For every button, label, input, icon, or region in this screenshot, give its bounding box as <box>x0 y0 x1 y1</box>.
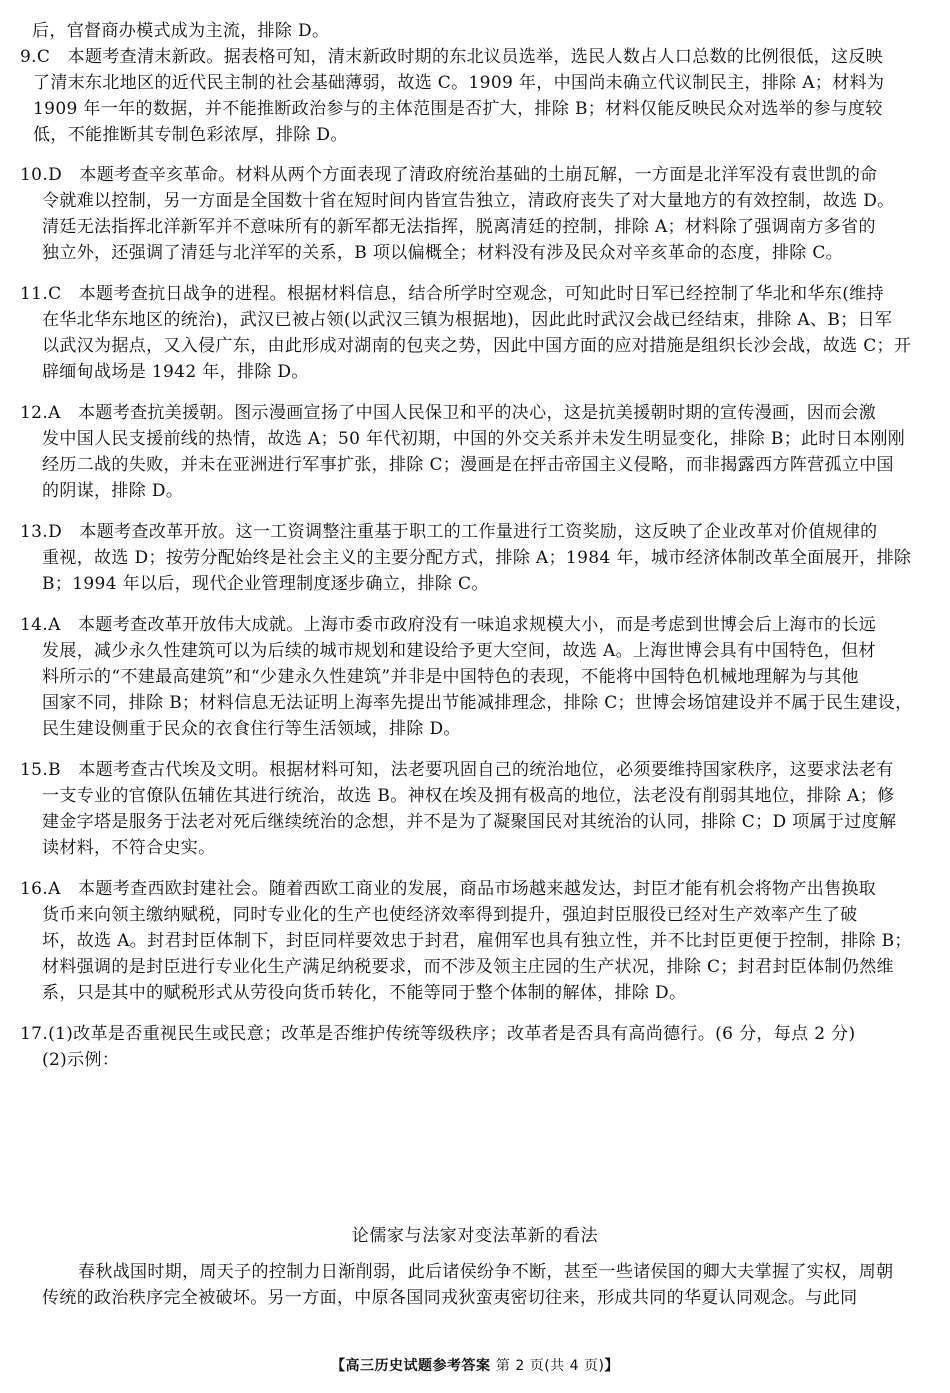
text-line: 发中国人民支援前线的热情，故选 A；50 年代初期，中国的外交关系并未发生明显变化，排除 B；此时日本刚刚 <box>42 429 906 449</box>
text-line: 10.D 本题考查辛亥革命。材料从两个方面表现了清政府统治基础的土崩瓦解，一方面是北洋军没有袁世凯的命 <box>20 165 878 185</box>
text-line: 货币来向领主缴纳赋税，同时专业化的生产也使经济效率得到提升，强迫封臣服役已经对生产效率产生了破 <box>42 905 858 925</box>
text-line: 系，只是其中的赋税形式从劳役向货币转化，不能等同于整个体制的解体，排除 D。 <box>42 983 687 1003</box>
footer-title: 【高三历史试题参考答案 <box>331 1358 491 1374</box>
text-line: 14.A 本题考查改革开放伟大成就。上海市委市政府没有一味追求规模大小，而是考虑到世博会后上海市的长远 <box>20 615 877 635</box>
text-line: 1909 年一年的数据，并不能推断政治参与的主体范围是否扩大，排除 B；材料仅能反映民众对选举的参与度较 <box>33 99 883 119</box>
text-line: 清廷无法指挥北洋新军并不意味所有的新军都无法指挥，脱离清廷的控制，排除 A；材料除了强调南方多省的 <box>42 217 876 237</box>
text-line: 建金字塔是服务于法老对死后继续统治的念想，并不是为了凝聚国民对其统治的认同，排除 C；D 项属于过度解 <box>42 812 897 832</box>
text-line: 11.C 本题考查抗日战争的进程。根据材料信息，结合所学时空观念，可知此时日军已经控制了华北和华东(维持 <box>20 284 884 304</box>
text-line: 了清末东北地区的近代民主制的社会基础薄弱，故选 C。1909 年，中国尚未确立代议制民主，排除 A；材料为 <box>33 73 885 93</box>
text-line: 13.D 本题考查改革开放。这一工资调整注重基于职工的工作量进行工资奖励，这反映了企业改革对价值规律的 <box>20 522 878 542</box>
text-line: 以武汉为据点，又入侵广东，由此形成对湖南的包夹之势，因此中国方面的应对措施是组织长沙会战，故选 C；开 <box>42 336 912 356</box>
text-line: B；1994 年以后，现代企业管理制度逐步确立，排除 C。 <box>42 574 489 594</box>
text-line: 辟缅甸战场是 1942 年，排除 D。 <box>42 362 309 382</box>
text-line: 料所示的“不建最高建筑”和“少建永久性建筑”并非是中国特色的表现，不能将中国特色机械地理解为与其他 <box>42 667 859 687</box>
text-line: 9.C 本题考查清末新政。据表格可知，清末新政时期的东北议员选举，选民人数占人口总数的比例很低，这反映 <box>20 47 884 67</box>
text-line: 低，不能推断其专制色彩浓厚，排除 D。 <box>33 125 348 145</box>
text-line: 重视，故选 D；按劳分配始终是社会主义的主要分配方式，排除 A；1984 年，城市经济体制改革全面展开，排除 <box>42 548 912 568</box>
text-line: 一支专业的官僚队伍辅佐其进行统治，故选 B。神权在埃及拥有极高的地位，法老没有削弱其地位，排除 A；修 <box>42 786 895 806</box>
text-line: 16.A 本题考查西欧封建社会。随着西欧工商业的发展，商品市场越来越发达，封臣才能有机会将物产出售换取 <box>20 879 877 899</box>
essay-line: 春秋战国时期，周天子的控制力日渐削弱，此后诸侯纷争不断，甚至一些诸侯国的卿大夫掌握了实权，周朝 <box>78 1262 894 1282</box>
text-line: 的阴谋，排除 D。 <box>42 481 184 501</box>
text-line: 12.A 本题考查抗美援朝。图示漫画宣扬了中国人民保卫和平的决心，这是抗美援朝时期的宣传漫画，因而会激 <box>20 403 877 423</box>
text-line: 经历二战的失败，并未在亚洲进行军事扩张，排除 C；漫画是在抨击帝国主义侵略，而非揭露西方阵营孤立中国 <box>42 455 894 475</box>
text-line: 在华北华东地区的统治)，武汉已被占领(以武汉三镇为根据地)，因此此时武汉会战已经结束，排除 A、B；日军 <box>42 310 893 330</box>
text-line: 材料强调的是封臣进行专业化生产满足纳税要求，而不涉及领主庄园的生产状况，排除 C；封君封臣体制仍然维 <box>42 957 894 977</box>
essay-line: 传统的政治秩序完全被破坏。另一方面，中原各国同戎狄蛮夷密切往来，形成共同的华夏认同观念。与此同 <box>42 1288 858 1308</box>
text-line: 后，官督商办模式成为主流，排除 D。 <box>32 21 330 41</box>
text-line: 民生建设侧重于民众的衣食住行等生活领域，排除 D。 <box>42 719 461 739</box>
text-line: (2)示例： <box>42 1050 120 1070</box>
text-line: 17.(1)改革是否重视民生或民意；改革是否维护传统等级秩序；改革者是否具有高尚德行。(6 分，每点 2 分) <box>20 1024 856 1044</box>
text-line: 国家不同，排除 B；材料信息无法证明上海率先提出节能减排理念，排除 C；世博会场馆建设并不属于民生建设， <box>42 693 913 713</box>
footer-close-bracket: 】 <box>604 1358 619 1374</box>
text-line: 15.B 本题考查古代埃及文明。根据材料可知，法老要巩固自己的统治地位，必须要维持国家秩序，这要求法老有 <box>20 760 894 780</box>
text-line: 发展，减少永久性建筑可以为后续的城市规划和建设给予更大空间，故选 A。上海世博会具有中国特色，但材 <box>42 641 876 661</box>
essay-title: 论儒家与法家对变法革新的看法 <box>351 1226 599 1246</box>
footer-page-info: 第 2 页(共 4 页) <box>495 1358 605 1374</box>
text-line: 令就难以控制，另一方面是全国数十省在短时间内皆宣告独立，清政府丧失了对大量地方的有效控制，故选 D。 <box>42 191 895 211</box>
page-footer <box>0 1355 950 1375</box>
text-line: 读材料，不符合史实。 <box>42 838 216 858</box>
text-line: 坏，故选 A。封君封臣体制下，封臣同样要效忠于封君，雇佣军也具有独立性，并不比封臣更便于控制，排除 B； <box>42 931 912 951</box>
text-line: 独立外，还强调了清廷与北洋军的关系，B 项以偏概全；材料没有涉及民众对辛亥革命的态度，排除 C。 <box>42 243 844 263</box>
